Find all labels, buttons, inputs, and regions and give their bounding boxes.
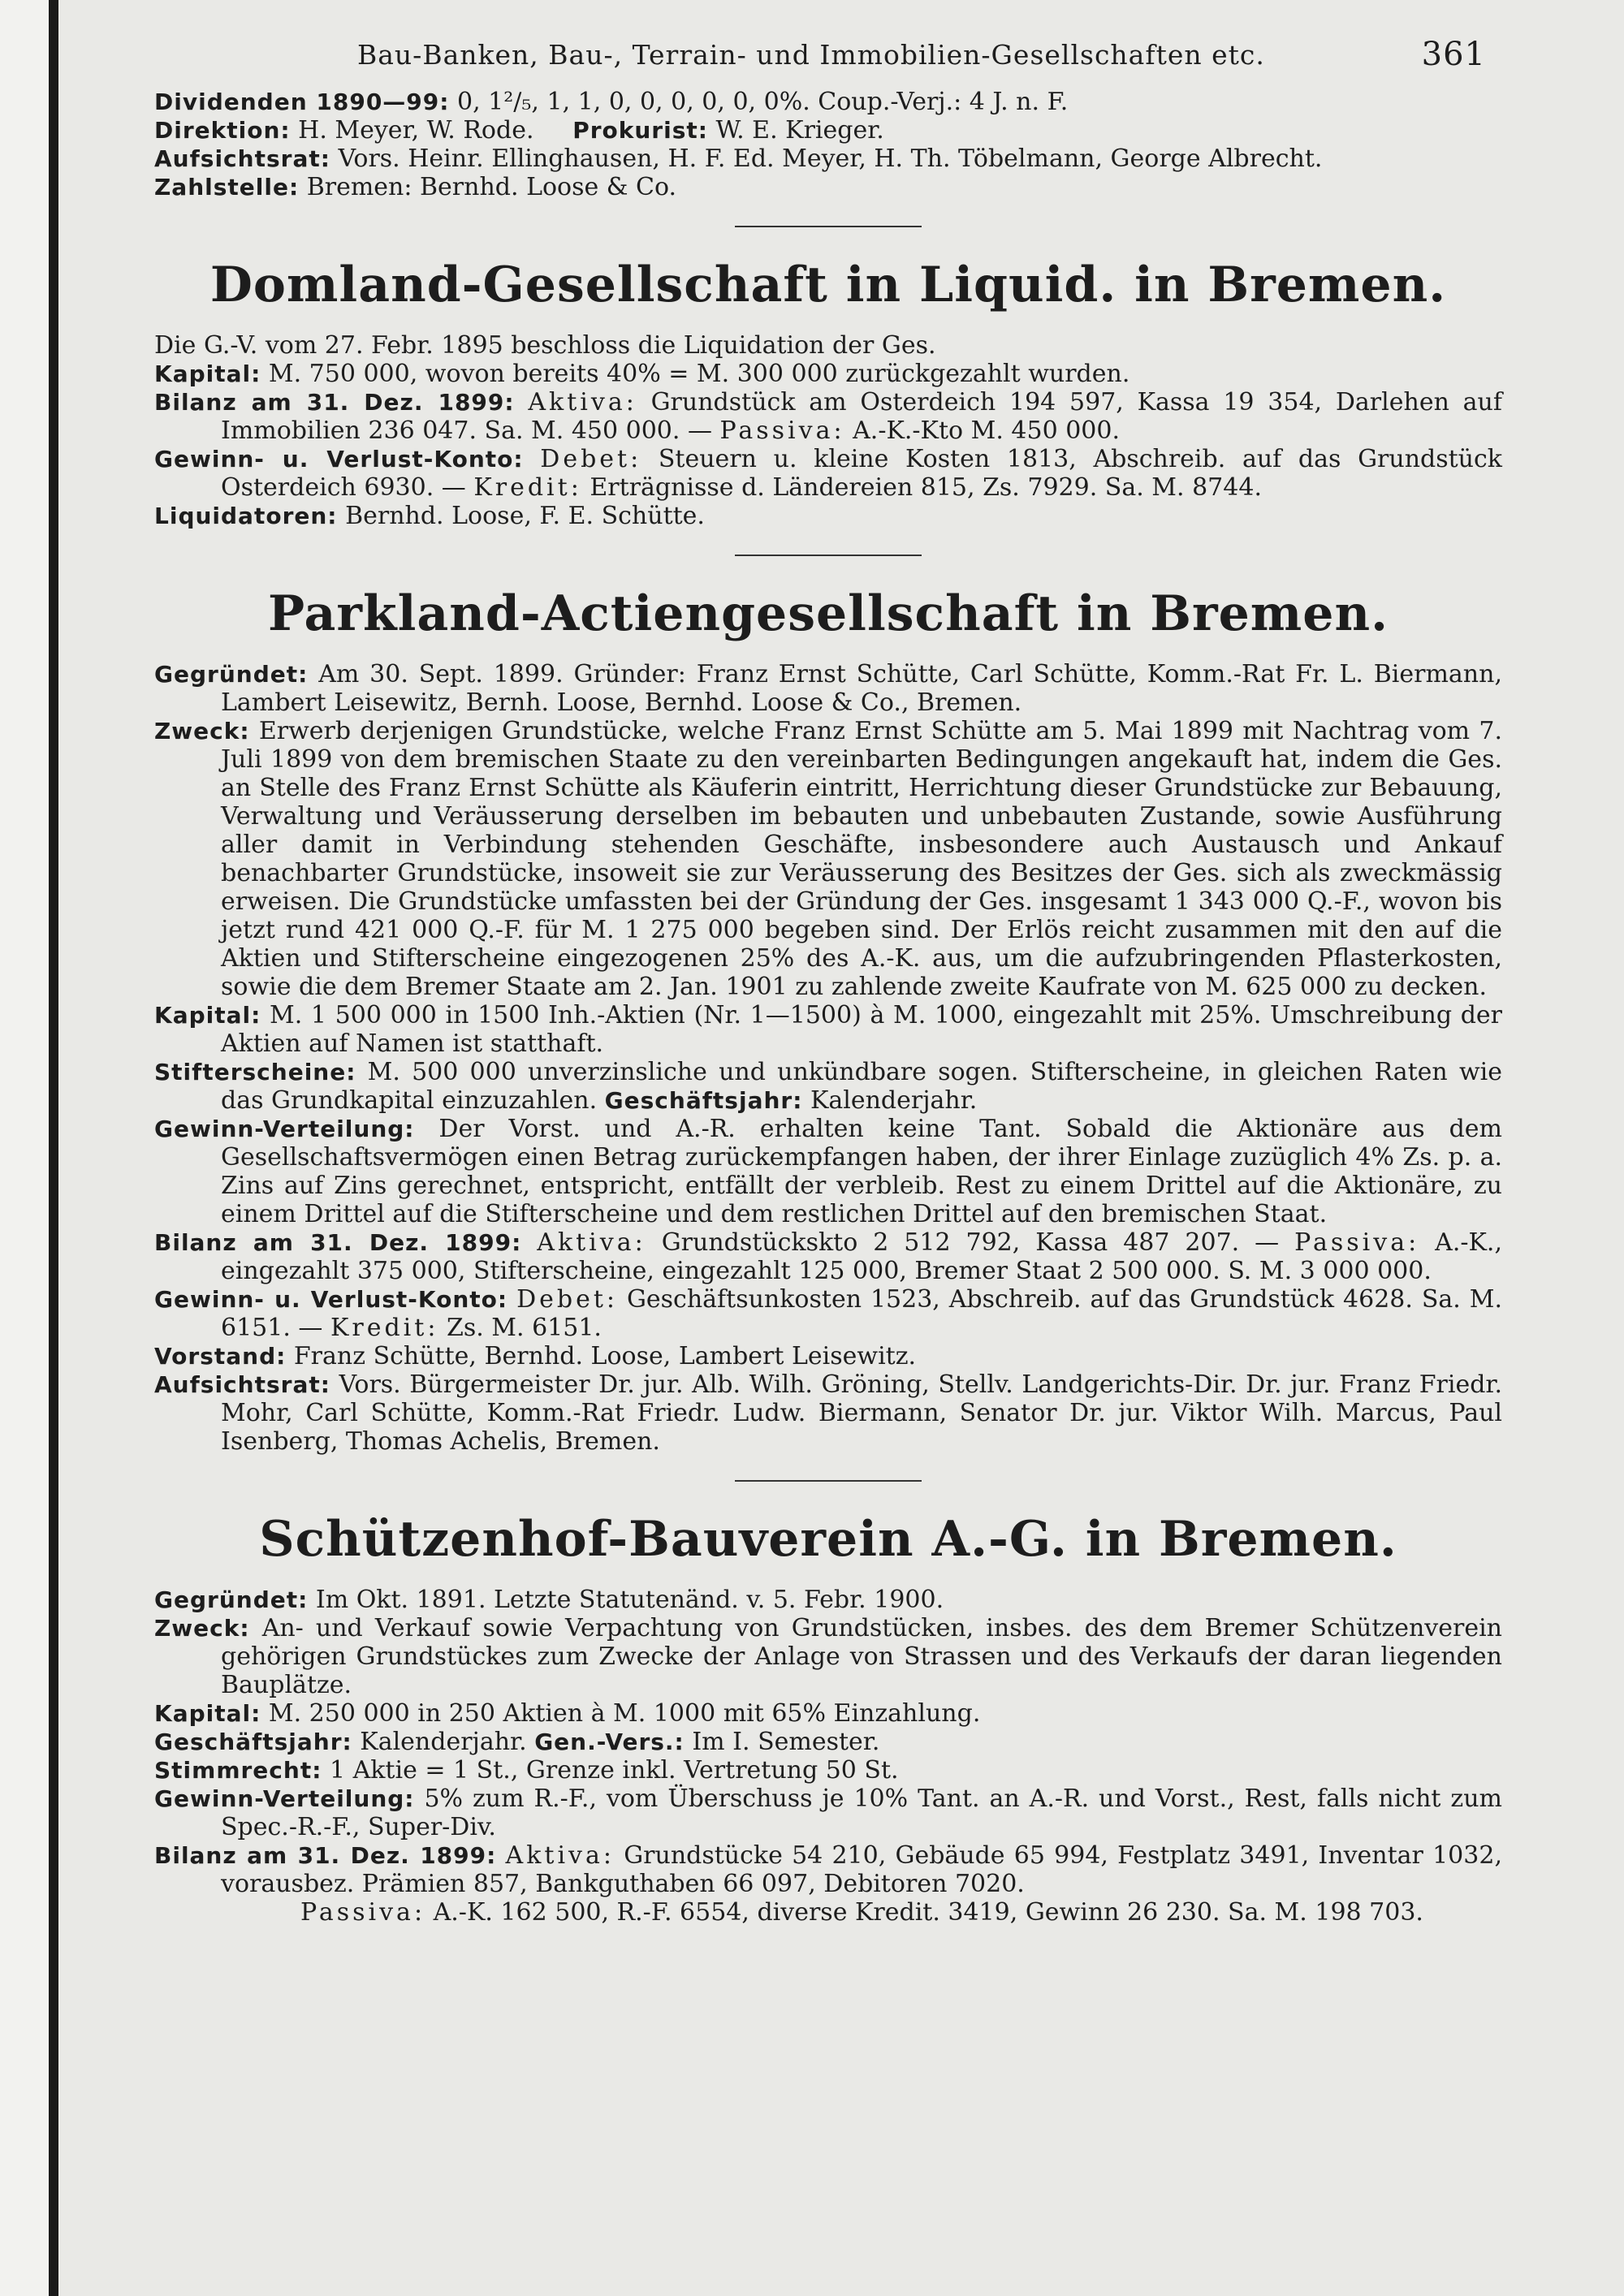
schuetzenhof-founded: Gegründet: Im Okt. 1891. Letzte Statutenänd. v. 5. Febr. 1900. xyxy=(154,1586,944,1614)
parkland-purpose: Zweck: Erwerb derjenigen Grundstücke, welche Franz Ernst Schütte am 5. Mai 1899 mit Nachtrag vom 7. Juli 1899 von dem bremischen Staate zu den vereinbarten Bedingungen angekauft hat, indem die Ges. an Stelle des Franz Ernst Schütte als Käuferin eintritt, Herrichtung dieser Grundstücke zur Bebauung, Verwaltung und Veräusserung derselben im bebauten und unbebauten Zustande, sowie Ausführung aller damit in Verbindung stehenden Geschäfte, insbesondere auch Austausch und Ankauf benachbarter Grundstücke, insoweit sie zur Veräusserung des Besitzes der Ges. sich als zweckmässig erweisen. Die Grundstücke umfassten bei der Gründung der Ges. insgesamt 1 343 000 Q.-F., wovon bis jetzt rund 421 000 Q.-F. für M. 1 275 000 begeben sind. Der Erlös reicht zusammen mit den auf die Aktien und Stifterscheine eingezogenen 25% des A.-K. aus, um die aufzubringenden Pflasterkosten, sowie die dem Bremer Staate am 2. Jan. 1901 zu zahlende zweite Kaufrate von M. 625 000 zu decken. xyxy=(154,717,1502,1001)
management-line: Direktion: H. Meyer, W. Rode. Prokurist: W. E. Krieger. xyxy=(154,116,884,145)
document-page xyxy=(154,36,1502,1927)
domland-capital: Kapital: M. 750 000, wovon bereits 40% = M. 300 000 zurückgezahlt wurden. xyxy=(154,360,1130,388)
domland-balance: Bilanz am 31. Dez. 1899: Aktiva: Grundstück am Osterdeich 194 597, Kassa 19 354, Darlehen auf Immobilien 236 047. Sa. M. 450 000. — Passiva: A.-K.-Kto M. 450 000. xyxy=(154,388,1502,445)
section-divider xyxy=(735,1480,922,1482)
parkland-profit-loss: Gewinn- u. Verlust-Konto: Debet: Geschäftsunkosten 1523, Abschreib. auf das Grundstück 4628. Sa. M. 6151. — Kredit: Zs. M. 6151. xyxy=(154,1285,1502,1342)
domland-liquidators: Liquidatoren: Bernhd. Loose, F. E. Schütte. xyxy=(154,502,705,530)
parkland-balance: Bilanz am 31. Dez. 1899: Aktiva: Grundstückskto 2 512 792, Kassa 487 207. — Passiva: A.-K., eingezahlt 375 000, Stifterscheine, eingezahlt 125 000, Bremer Staat 2 500 000. S. M. 3 000 000. xyxy=(154,1228,1502,1285)
schuetzenhof-title: Schützenhof-Bauverein A.-G. in Bremen. xyxy=(259,1511,1397,1568)
domland-gv-line: Die G.-V. vom 27. Febr. 1895 beschloss die Liquidation der Ges. xyxy=(154,331,936,360)
parkland-entry xyxy=(154,585,1502,1456)
page-margin xyxy=(0,0,55,2296)
dividends-line: Dividenden 1890—99: 0, 1²/₅, 1, 1, 0, 0, 0, 0, 0, 0%. Coup.-Verj.: 4 J. n. F. xyxy=(154,88,1069,116)
parkland-capital: Kapital: M. 1 500 000 in 1500 Inh.-Aktien (Nr. 1—1500) à M. 1000, eingezahlt mit 25%. Umschreibung der Aktien auf Namen ist statthaft. xyxy=(154,1001,1502,1058)
paying-agent-line: Zahlstelle: Bremen: Bernhd. Loose & Co. xyxy=(154,173,677,201)
previous-company-block xyxy=(154,88,1502,201)
parkland-founded: Gegründet: Am 30. Sept. 1899. Gründer: Franz Ernst Schütte, Carl Schütte, Komm.-Rat Fr. L. Biermann, Lambert Leisewitz, Bernh. Loose, Bernhd. Loose & Co., Bremen. xyxy=(154,660,1502,717)
running-head: Bau-Banken, Bau-, Terrain- und Immobilien-Gesellschaften etc. xyxy=(357,39,1265,71)
parkland-board: Vorstand: Franz Schütte, Bernhd. Loose, Lambert Leisewitz. xyxy=(154,1342,917,1370)
domland-title: Domland-Gesellschaft in Liquid. in Bremen. xyxy=(209,257,1447,313)
domland-entry xyxy=(154,257,1502,530)
section-divider xyxy=(735,226,922,227)
parkland-title: Parkland-Actiengesellschaft in Bremen. xyxy=(268,585,1389,642)
page-header xyxy=(154,36,1502,88)
schuetzenhof-balance-passiva: Passiva: A.-K. 162 500, R.-F. 6554, diverse Kredit. 3419, Gewinn 26 230. Sa. M. 198 703. xyxy=(300,1898,1423,1927)
schuetzenhof-fiscal-year: Geschäftsjahr: Kalenderjahr. Gen.-Vers.: Im I. Semester. xyxy=(154,1728,880,1756)
schuetzenhof-voting-rights: Stimmrecht: 1 Aktie = 1 St., Grenze inkl. Vertretung 50 St. xyxy=(154,1756,899,1785)
parkland-founder-certificates: Stifterscheine: M. 500 000 unverzinsliche und unkündbare sogen. Stifterscheine, in gleichen Raten wie das Grundkapital einzuzahlen. Geschäftsjahr: Kalenderjahr. xyxy=(154,1058,1502,1115)
section-divider xyxy=(735,555,922,556)
supervisory-board-line: Aufsichtsrat: Vors. Heinr. Ellinghausen, H. F. Ed. Meyer, H. Th. Töbelmann, George Albrecht. xyxy=(154,145,1323,173)
schuetzenhof-purpose: Zweck: An- und Verkauf sowie Verpachtung von Grundstücken, insbes. des dem Bremer Schützenverein gehörigen Grundstückes zum Zwecke der Anlage von Strassen und des Verkaufs der daran liegenden Bauplätze. xyxy=(154,1614,1502,1699)
binding-edge xyxy=(49,0,58,2296)
domland-profit-loss: Gewinn- u. Verlust-Konto: Debet: Steuern u. kleine Kosten 1813, Abschreib. auf das Grundstück Osterdeich 6930. — Kredit: Erträgnisse d. Ländereien 815, Zs. 7929. Sa. M. 8744. xyxy=(154,445,1502,502)
schuetzenhof-capital: Kapital: M. 250 000 in 250 Aktien à M. 1000 mit 65% Einzahlung. xyxy=(154,1699,981,1728)
schuetzenhof-entry xyxy=(154,1511,1502,1927)
page-number: 361 xyxy=(1421,36,1486,73)
parkland-profit-distribution: Gewinn-Verteilung: Der Vorst. und A.-R. erhalten keine Tant. Sobald die Aktionäre aus dem Gesellschaftsvermögen einen Betrag zurückempfangen haben, der ihrer Einlage zuzüglich 4% Zs. p. a. Zins auf Zins gerechnet, entspricht, entfällt der verbleib. Rest zu einem Drittel auf die Aktionäre, zu einem Drittel auf die Stifterscheine und dem restlichen Drittel auf den bremischen Staat. xyxy=(154,1115,1502,1228)
schuetzenhof-profit-distribution: Gewinn-Verteilung: 5% zum R.-F., vom Überschuss je 10% Tant. an A.-R. und Vorst., Rest, falls nicht zum Spec.-R.-F., Super-Div. xyxy=(154,1785,1502,1841)
parkland-supervisory-board: Aufsichtsrat: Vors. Bürgermeister Dr. jur. Alb. Wilh. Gröning, Stellv. Landgerichts-Dir. Dr. jur. Franz Friedr. Mohr, Carl Schütte, Komm.-Rat Friedr. Ludw. Biermann, Senator Dr. jur. Viktor Wilh. Marcus, Paul Isenberg, Thomas Achelis, Bremen. xyxy=(154,1370,1502,1456)
schuetzenhof-balance: Bilanz am 31. Dez. 1899: Aktiva: Grundstücke 54 210, Gebäude 65 994, Festplatz 3491, Inventar 1032, vorausbez. Prämien 857, Bankguthaben 66 097, Debitoren 7020. xyxy=(154,1841,1502,1898)
